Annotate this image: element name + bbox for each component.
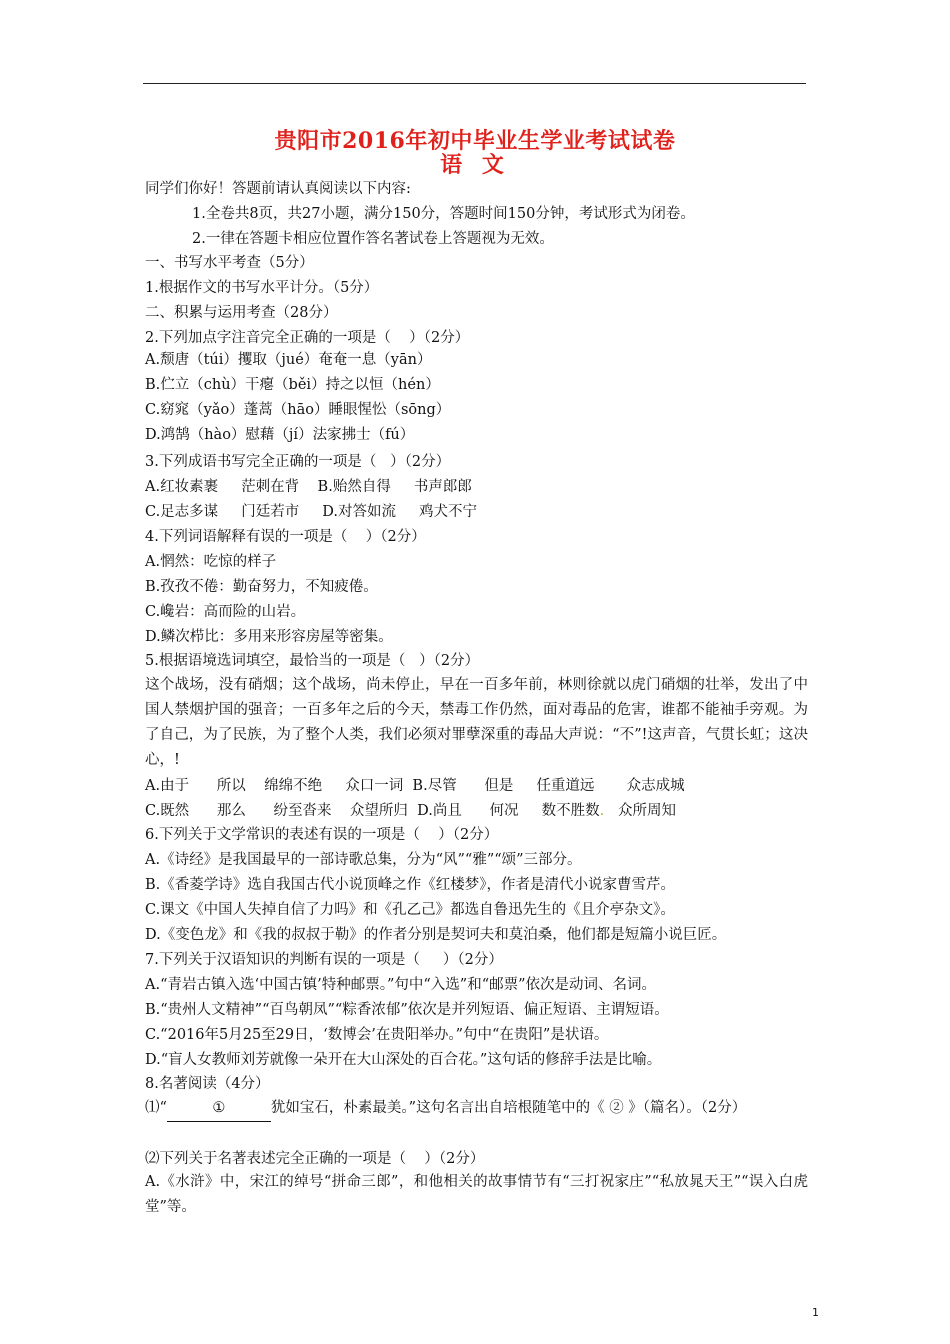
question-1: 1.根据作文的书写水平计分。（5分）	[145, 280, 379, 296]
q7-option-c: C.“2016年5月25至29日，‘数博会’在贵阳举办。”句中“在贵阳”是状语。	[145, 1027, 609, 1043]
q6-option-c: C.课文《中国人失掉自信了力吗》和《孔乙己》都选自鲁迅先生的《且介亭杂文》。	[145, 902, 675, 918]
header-rule	[143, 83, 806, 84]
section2-heading: 二、积累与运用考查（28分）	[145, 305, 338, 321]
q4-option-a: A.惘然：吃惊的样子	[145, 554, 277, 570]
intro-greeting: 同学们你好！答题前请认真阅读以下内容:	[145, 181, 411, 197]
q8-heading: 8.名著阅读（4分）	[145, 1076, 270, 1092]
q5-options-cd	[145, 802, 810, 820]
q7-stem: 7.下列关于汉语知识的判断有误的一项是（ ）（2分）	[145, 952, 503, 968]
q3-options-ab: A.红妆素裹 茫刺在背 B.贻然自得 书声郎郎	[145, 479, 472, 495]
q2-option-b: B.伫立（chù）干瘪（běi）持之以恒（hén）	[145, 377, 440, 393]
q8-part2-stem: ⑵下列关于名著表述完全正确的一项是（ ）（2分）	[145, 1151, 485, 1167]
q3-options-cd: C.足志多谋 门廷若市 D.对答如流 鸡犬不宁	[145, 504, 478, 520]
section1-heading: 一、书写水平考查（5分）	[145, 255, 314, 271]
q5-options-ab: A.由于 所以 绵绵不绝 众口一词 B.尽管 但是 任重道远 众志成城	[145, 778, 685, 794]
q4-option-b: B.孜孜不倦：勤奋努力，不知疲倦。	[145, 579, 378, 595]
q7-option-b: B.“贵州人文精神”“百鸟朝凤”“粽香浓郁”依次是并列短语、偏正短语、主谓短语。	[145, 1002, 669, 1018]
q5-option-d-tail: 众所周知	[604, 803, 677, 819]
q7-option-d: D.“盲人女教师刘芳就像一朵开在大山深处的百合花。”这句话的修辞手法是比喻。	[145, 1052, 662, 1068]
q8-part1-text: 犹如宝石，朴素最美。”这句名言出自培根随笔中的《 ② 》（篇名）。（2分）	[270, 1100, 747, 1116]
page-number: 1	[812, 1306, 819, 1319]
q8-part1	[145, 1096, 808, 1122]
intro-note-1: 1.全卷共8页，共27小题，满分150分，答题时间150分钟，考试形式为闭卷。	[192, 206, 695, 222]
q4-stem: 4.下列词语解释有误的一项是（ ）（2分）	[145, 529, 426, 545]
answer-blank-1[interactable]: ①	[167, 1096, 271, 1122]
q2-option-c: C.窈窕（yǎo）蓬蒿（hāo）睡眼惺忪（sōng）	[145, 402, 451, 418]
q6-stem: 6.下列关于文学常识的表述有误的一项是（ ）（2分）	[145, 827, 499, 843]
q7-option-a: A.“青岩古镇入选‘中国古镇’特种邮票。”句中“入选”和“邮票”依次是动词、名词。	[145, 977, 657, 993]
q3-stem: 3.下列成语书写完全正确的一项是（ ）（2分）	[145, 454, 451, 470]
exam-title: 贵阳市2016年初中毕业生学业考试试卷	[274, 128, 676, 154]
q4-option-c: C.巉岩：高而险的山岩。	[145, 604, 306, 620]
q6-option-a: A.《诗经》是我国最早的一部诗歌总集，分为“风”“雅”“颂”三部分。	[145, 852, 582, 868]
q6-option-d: D.《变色龙》和《我的叔叔于勒》的作者分别是契诃夫和莫泊桑，他们都是短篇小说巨匠。	[145, 927, 727, 943]
q8-part1-prefix: ⑴“	[145, 1100, 167, 1116]
q2-stem: 2.下列加点字注音完全正确的一项是（ ）（2分）	[145, 330, 470, 346]
q8-option-a: A.《水浒》中，宋江的绰号“拼命三郎”，和他相关的故事情节有“三打祝家庄”“私放晁天王”“误入白虎堂”等。	[145, 1174, 808, 1215]
q6-option-b: B.《香菱学诗》选自我国古代小说顶峰之作《红楼梦》，作者是清代小说家曹雪芹。	[145, 877, 676, 893]
q5-stem: 5.根据语境选词填空，最恰当的一项是（ ）（2分）	[145, 653, 480, 669]
q5-options-cd-text: C.既然 那么 纷至沓来 众望所归 D.尚且 何况 数不胜数	[145, 803, 600, 819]
q5-passage: 这个战场，没有硝烟；这个战场，尚未停止，早在一百多年前，林则徐就以虎门硝烟的壮举，发出了中国人禁烟护国的强音；一百多年之后的今天，禁毒工作仍然，面对毒品的危害，谁都不能袖手旁观。为了自己，为了民族，为了整个人类，我们必须对罪孽深重的毒品大声说：“不”!这声音，气贯长虹；这决心，!	[145, 677, 808, 768]
q2-option-a: A.颓唐（túi）攫取（jué）奄奄一息（yān）	[145, 352, 432, 368]
stray-dot: .	[599, 803, 605, 819]
q2-option-d: D.鸿鹄（hào）慰藉（jí）法家拂士（fú）	[145, 427, 415, 443]
intro-note-2: 2.一律在答题卡相应位置作答名著试卷上答题视为无效。	[192, 231, 554, 247]
q4-option-d: D.鳞次栉比：多用来形容房屋等密集。	[145, 629, 393, 645]
exam-subject: 语 文	[440, 152, 510, 178]
